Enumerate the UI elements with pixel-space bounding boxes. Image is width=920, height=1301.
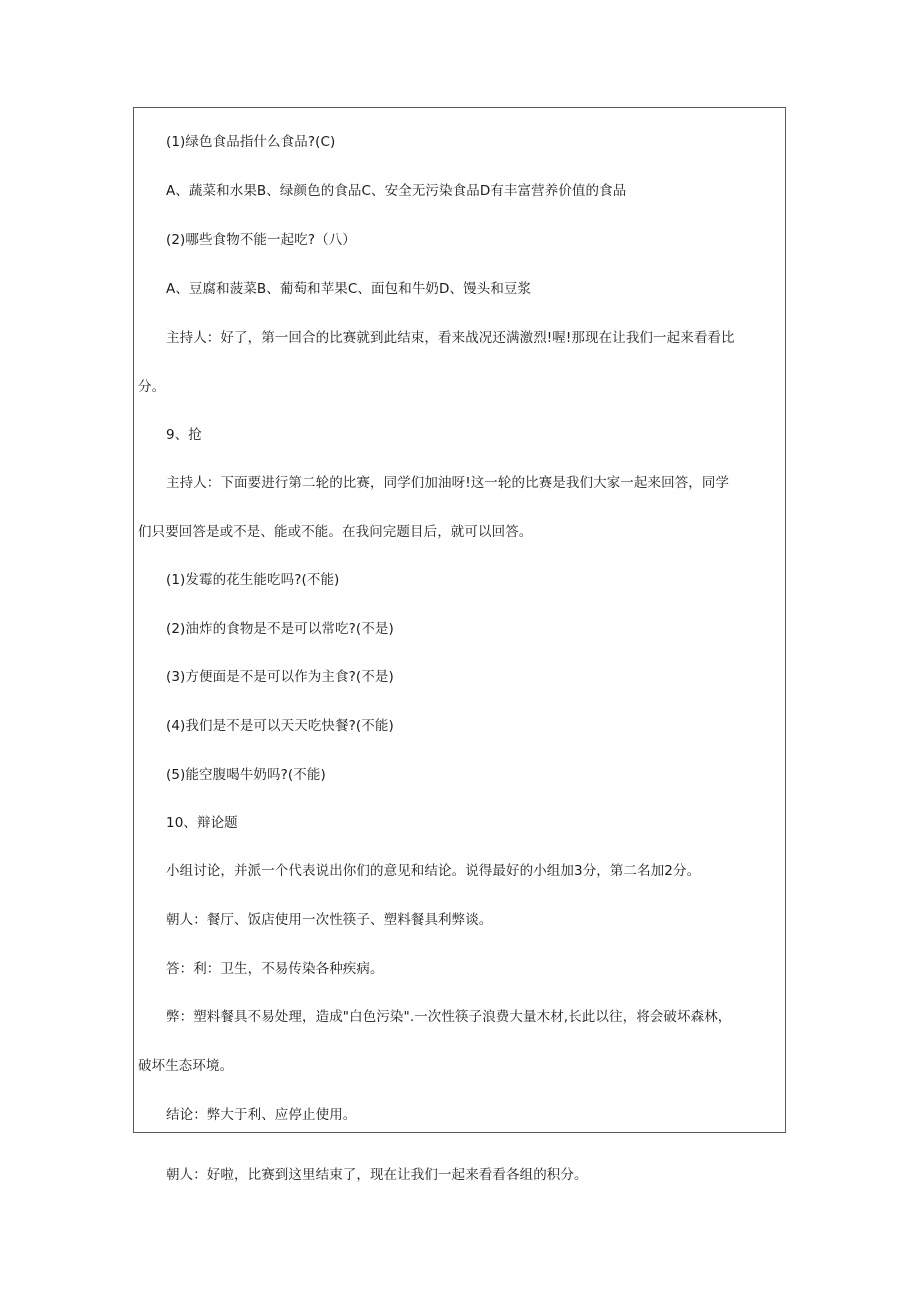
debate-con: 弊：塑料餐具不易处理，造成"白色污染".一次性筷子浪费大量木材,长此以往，将会破坏森林， xyxy=(166,1009,732,1025)
closing-remark: 朝人：好啦，比赛到这里结束了，现在让我们一起来看看各组的积分。 xyxy=(166,1167,588,1183)
host-remark-1: 主持人：好了，第一回合的比赛就到此结束，看来战况还满激烈!喔!那现在让我们一起来看看比 xyxy=(166,330,735,346)
section-9-heading: 9、抢 xyxy=(166,427,202,443)
quick-question-1: (1)发霉的花生能吃吗?(不能) xyxy=(166,572,340,588)
host-remark-1-cont: 分。 xyxy=(138,379,166,395)
quick-question-5: (5)能空腹喝牛奶吗?(不能) xyxy=(166,767,326,783)
quick-question-3: (3)方便面是不是可以作为主食?(不是) xyxy=(166,669,394,685)
quick-question-2: (2)油炸的食物是不是可以常吃?(不是) xyxy=(166,621,394,637)
question-2-options: A、豆腐和菠菜B、葡萄和苹果C、面包和牛奶D、馒头和豆浆 xyxy=(166,281,532,297)
debate-instructions: 小组讨论，并派一个代表说出你们的意见和结论。说得最好的小组加3分，第二名加2分。 xyxy=(166,863,701,879)
question-1-options: A、蔬菜和水果B、绿颜色的食品C、安全无污染食品D有丰富营养价值的食品 xyxy=(166,183,627,199)
debate-conclusion: 结论：弊大于利、应停止使用。 xyxy=(166,1107,357,1123)
quick-question-4: (4)我们是不是可以天天吃快餐?(不能) xyxy=(166,718,394,734)
question-1: (1)绿色食品指什么食品?(C) xyxy=(166,134,336,150)
host-remark-2-cont: 们只要回答是或不是、能或不能。在我问完题目后，就可以回答。 xyxy=(138,524,533,540)
debate-topic: 朝人：餐厅、饭店使用一次性筷子、塑料餐具利弊谈。 xyxy=(166,912,493,928)
debate-pro: 答：利：卫生，不易传染各种疾病。 xyxy=(166,961,384,977)
section-10-heading: 10、辩论题 xyxy=(166,815,238,831)
question-2: (2)哪些食物不能一起吃?（八） xyxy=(166,232,356,248)
host-remark-2: 主持人：下面要进行第二轮的比赛，同学们加油呀!这一轮的比赛是我们大家一起来回答，同学 xyxy=(166,475,730,491)
debate-con-cont: 破坏生态环境。 xyxy=(138,1058,234,1074)
